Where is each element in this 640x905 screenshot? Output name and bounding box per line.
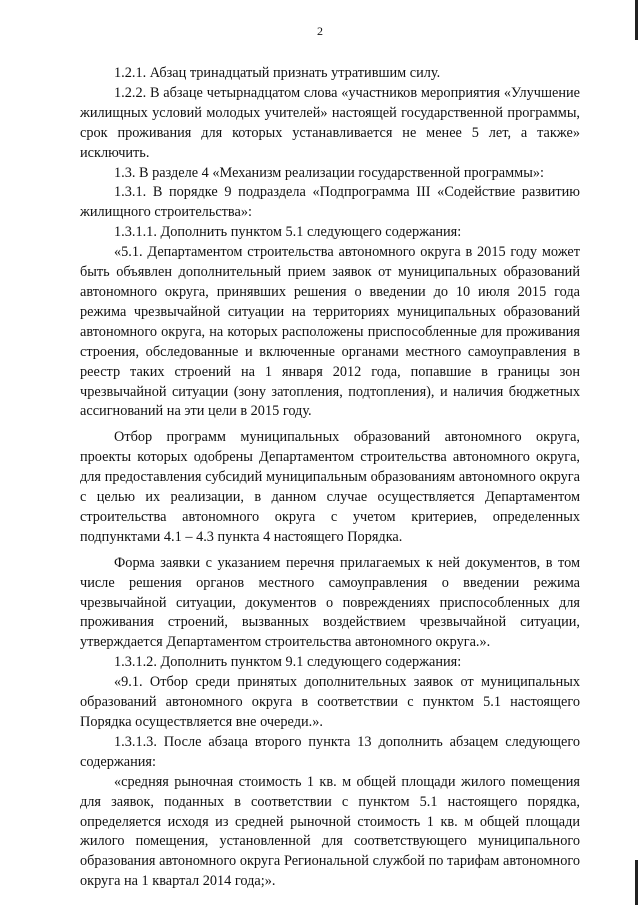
paragraph-application-form: Форма заявки с указанием перечня прилагаемых к ней документов, в том числе решения органов местного самоуправления о введении режима чрезвычайной ситуации, документов о повреждениях приспособленных для проживания строений, вызванных воздействием чрезвычайной ситуации, утверждается Департаментом строительства автономного округа.». bbox=[80, 554, 580, 651]
paragraph-1-3-1-1: 1.3.1.1. Дополнить пунктом 5.1 следующего содержания: bbox=[114, 224, 462, 241]
paragraph-1-3: 1.3. В разделе 4 «Механизм реализации государственной программы»: bbox=[114, 164, 544, 181]
paragraph-1-3-1: 1.3.1. В порядке 9 подраздела «Подпрограмма III «Содействие развитию жилищного строительства»: bbox=[80, 184, 580, 221]
paragraph-market-cost: «средняя рыночная стоимость 1 кв. м общей площади жилого помещения для заявок, поданных в соответствии с пунктом 5.1 настоящего порядка, определяется исходя из средней рыночной стоимость 1 кв. м общей площади жилого помещения, установленной для соответствующего муниципального образования автономного округа Региональной службой по тарифам автономного округа на 1 квартал 2014 года;». bbox=[80, 773, 580, 890]
paragraph-5-1: «5.1. Департаментом строительства автономного округа в 2015 году может быть объявлен дополнительный прием заявок от муниципальных образований автономного округа, принявших решения о введении до 10 июля 2015 года режима чрезвычайной ситуации на территориях муниципальных образований автономного округа, на которых расположены приспособленные для проживания строения, обследованные и включенные органами местного самоуправления в реестр таких строений на 1 января 2012 года, попавшие в границы зон чрезвычайной ситуации (зону затопления, подтопления), и наличия бюджетных ассигнований на эти цели в 2015 году. bbox=[80, 244, 580, 420]
document-body bbox=[80, 64, 580, 892]
paragraph-9-1: «9.1. Отбор среди принятых дополнительных заявок от муниципальных образований автономного округа в соответствии с пунктом 5.1 настоящего Порядка осуществляется вне очереди.». bbox=[80, 674, 580, 730]
paragraph-1-2-2: 1.2.2. В абзаце четырнадцатом слова «участников мероприятия «Улучшение жилищных условий молодых учителей» настоящей государственной программы, срок проживания для которых устанавливается не менее 5 лет, а также» исключить. bbox=[80, 84, 580, 161]
scan-edge-mark bbox=[635, 0, 638, 905]
paragraph-1-2-1: 1.2.1. Абзац тринадцатый признать утратившим силу. bbox=[114, 65, 441, 81]
paragraph-1-3-1-3: 1.3.1.3. После абзаца второго пункта 13 дополнить абзацем следующего содержания: bbox=[80, 733, 580, 770]
page-number: 2 bbox=[317, 24, 323, 38]
paragraph-selection: Отбор программ муниципальных образований автономного округа, проекты которых одобрены Департаментом строительства автономного округа, для предоставления субсидий муниципальным образованиям автономного округа с целью их реализации, в данном случае осуществляется Департаментом строительства автономного округа с учетом критериев, определенных подпунктами 4.1 – 4.3 пункта 4 настоящего Порядка. bbox=[80, 429, 580, 545]
paragraph-1-3-1-2: 1.3.1.2. Дополнить пунктом 9.1 следующего содержания: bbox=[114, 654, 462, 671]
